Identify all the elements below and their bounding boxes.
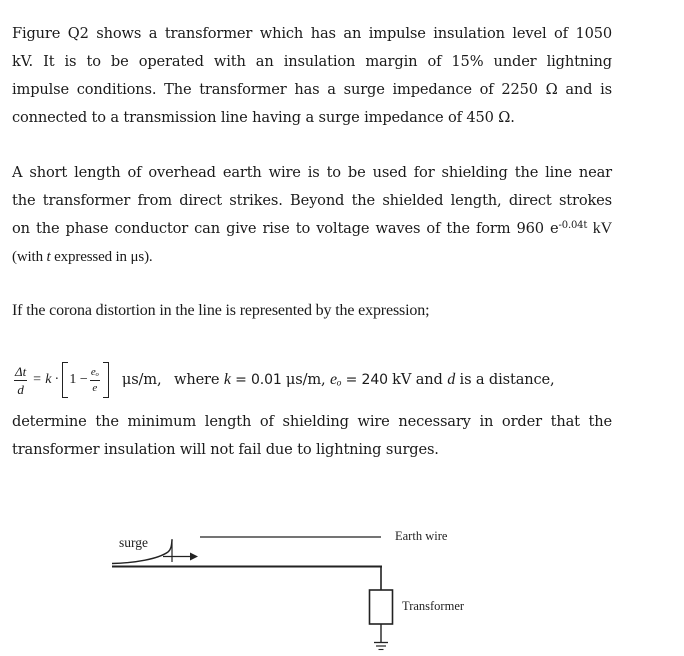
denominator: d [17,381,24,397]
e0-value: = 240 [341,372,393,388]
variable-d: d [447,371,456,388]
text-fragment: (with [12,249,47,265]
k-units: μs/m, [285,371,330,388]
text-line: determine the minimum length of shielding wire necessary in order that the [12,413,612,430]
variable-k: k [223,371,231,388]
variable-e0: eₒ [330,371,342,388]
paragraph-corona [12,297,612,325]
numerator: eₒ [90,367,100,381]
text-fragment: expressed in μs). [50,249,153,265]
variable-t: t [46,249,51,265]
text-line: connected to a transmission line having a surge impedance of 450 Ω. [12,109,515,126]
figure-q2-diagram [100,515,480,656]
k-value: = 0.01 [230,372,286,388]
earth-wire-label: Earth wire [395,529,448,543]
voltage-wave-line [12,215,612,243]
paragraph-problem-statement [12,20,612,132]
paragraph-determine [12,408,612,464]
text-fragment: is a distance, [455,371,555,388]
formula-units-and-definitions [122,371,555,389]
right-bracket [103,362,109,398]
fraction-delta-t-over-d [14,365,27,396]
e0-units: kV and [392,371,448,388]
text-fragment: on the phase conductor can give rise to voltage waves of the form 960 e [12,220,559,237]
units: μs/m, [121,371,162,388]
time-units-line [12,243,612,271]
text-line: impulse conditions. The transformer has a surge impedance of 2250 Ω and is [12,81,612,98]
text-line: transformer insulation will not fail due to lightning surges. [12,441,439,458]
equals-k: = k · [32,372,59,387]
left-bracket [62,362,68,398]
paragraph-earth-wire [12,159,612,271]
fraction-e0-over-e [90,367,100,394]
text-fragment: kV [587,220,612,237]
text-line: Figure Q2 shows a transformer which has an impulse insulation level of 1050 [12,25,612,42]
where-text: where [173,371,224,388]
text-line: A short length of overhead earth wire is to be used for shielding the line near [12,164,612,181]
surge-label: surge [119,535,148,550]
numerator: Δt [15,363,27,379]
one-minus: 1 − [69,372,88,387]
text-line: kV. It is to be operated with an insulation margin of 15% under lightning [12,53,612,70]
text-line: If the corona distortion in the line is represented by the expression; [12,302,430,319]
transformer-label: Transformer [402,599,465,613]
exponent: -0.04t [558,220,588,231]
denominator: e [92,381,98,394]
text-line: the transformer from direct strikes. Beyond the shielded length, direct strokes [12,192,612,209]
corona-formula [12,360,555,400]
transformer-symbol [370,590,393,624]
